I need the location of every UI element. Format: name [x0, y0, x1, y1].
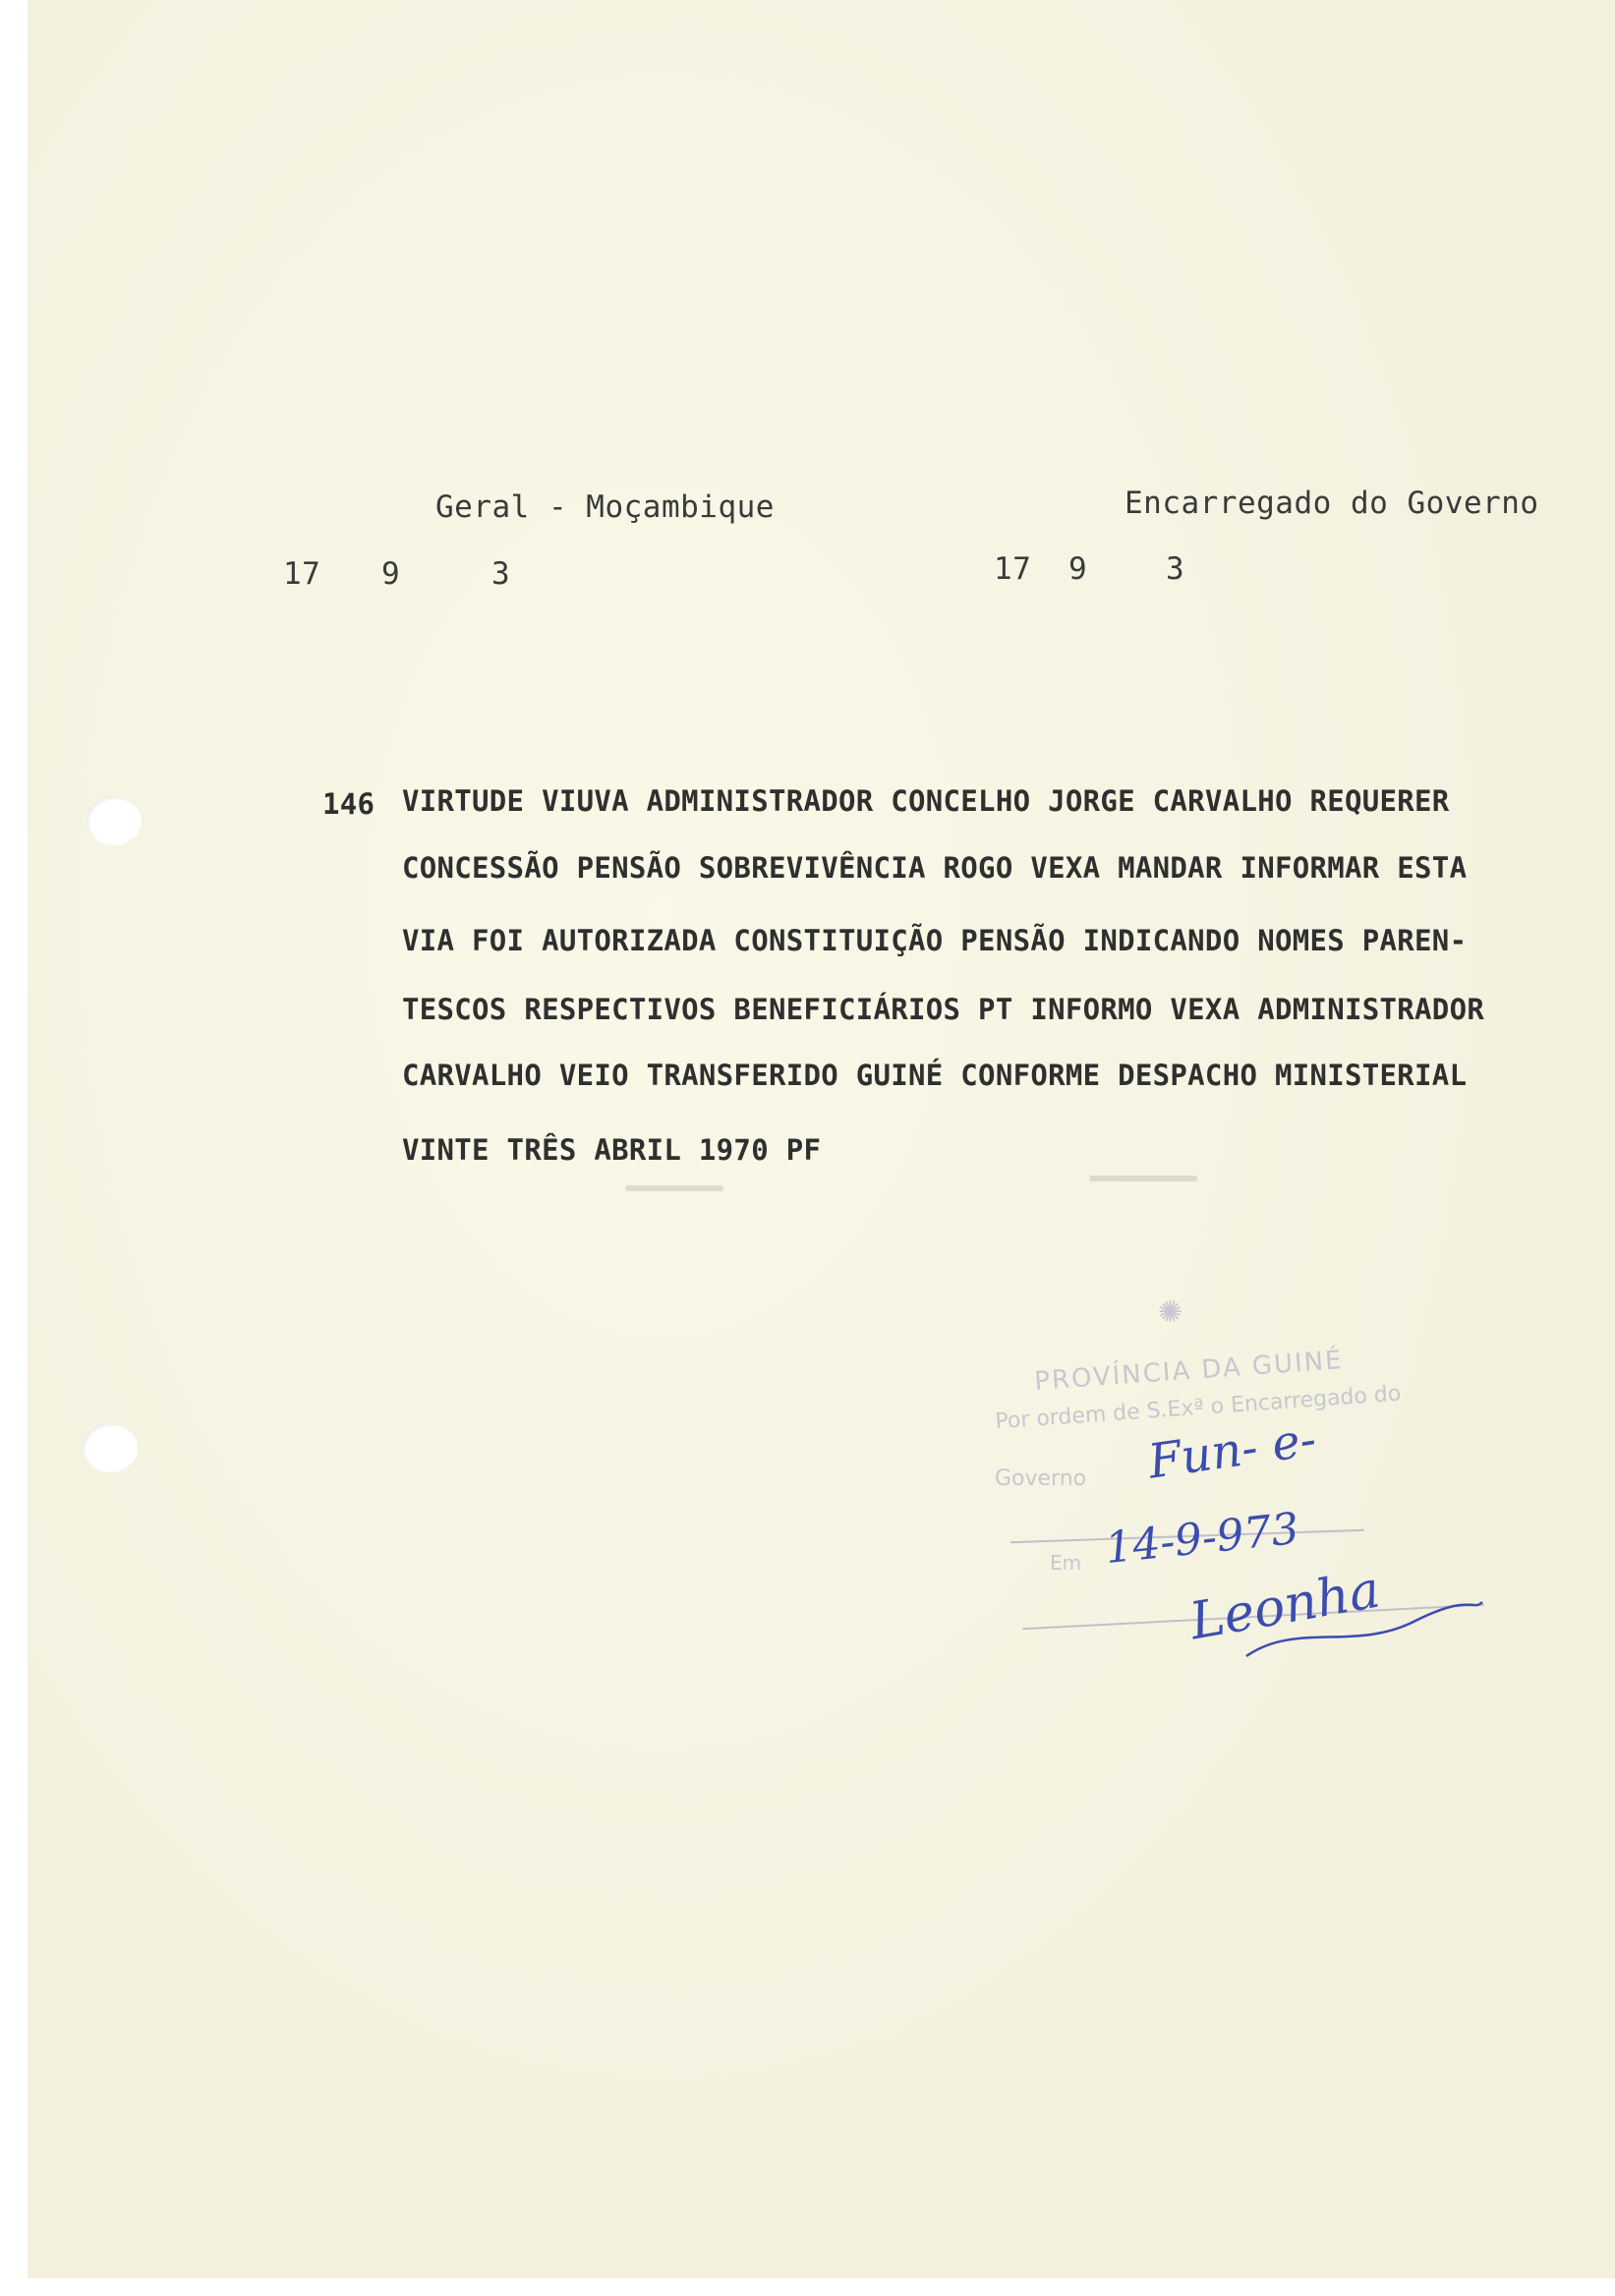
ink-smudge [625, 1185, 723, 1191]
handwritten-word: Fun- e- [1144, 1411, 1320, 1490]
right-date-month: 9 [1068, 551, 1088, 587]
stamp-province: PROVÍNCIA DA GUINÉ [1033, 1346, 1345, 1397]
stamp-em: Em [1050, 1551, 1082, 1575]
ink-smudge [1089, 1176, 1197, 1181]
message-line-2: CONCESSÃO PENSÃO SOBREVIVÊNCIA ROGO VEXA MANDAR INFORMAR ESTA [402, 851, 1468, 885]
handwritten-signature: Leonha [1185, 1560, 1385, 1652]
document-page [28, 0, 1615, 2278]
signature-flourish [1237, 1582, 1492, 1671]
punch-hole-top [87, 796, 142, 845]
message-line-3: VIA FOI AUTORIZADA CONSTITUIÇÃO PENSÃO INDICANDO NOMES PAREN- [402, 924, 1468, 957]
stamp-crest: ✺ [1158, 1295, 1183, 1330]
message-number: 146 [322, 787, 375, 821]
message-line-5: CARVALHO VEIO TRANSFERIDO GUINÉ CONFORME DESPACHO MINISTERIAL [402, 1059, 1468, 1092]
left-date-year: 3 [491, 556, 511, 592]
header-right-title: Encarregado do Governo [1125, 486, 1539, 521]
left-date-day: 17 [283, 556, 321, 592]
scan-margin-bottom [0, 2278, 1615, 2296]
stamp-governo: Governo [995, 1466, 1087, 1491]
punch-hole-bottom [83, 1423, 138, 1472]
left-date-month: 9 [381, 556, 401, 592]
stamp-order: Por ordem de S.Exª o Encarregado do [994, 1381, 1403, 1435]
message-line-1: VIRTUDE VIUVA ADMINISTRADOR CONCELHO JORGE CARVALHO REQUERER [402, 784, 1450, 818]
scan-margin-left [0, 0, 28, 2296]
message-line-6: VINTE TRÊS ABRIL 1970 PF [402, 1133, 822, 1167]
header-left-title: Geral - Moçambique [435, 489, 775, 525]
message-line-4: TESCOS RESPECTIVOS BENEFICIÁRIOS PT INFORMO VEXA ADMINISTRADOR [402, 993, 1485, 1026]
right-date-day: 17 [994, 551, 1032, 587]
right-date-year: 3 [1166, 551, 1185, 587]
handwritten-date: 14-9-973 [1102, 1503, 1301, 1575]
